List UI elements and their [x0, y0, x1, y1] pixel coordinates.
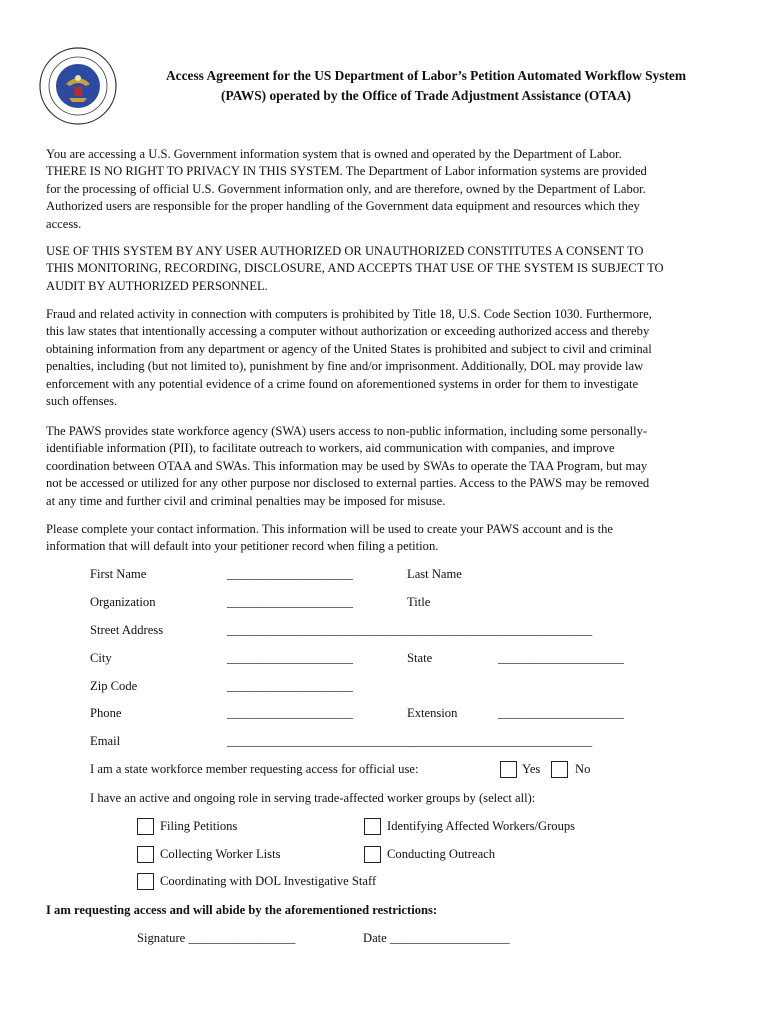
street-address-field[interactable]: __________________________________________________________ — [227, 623, 593, 637]
filing-petitions-checkbox[interactable] — [137, 818, 154, 835]
state-label: State — [407, 651, 433, 665]
state-field[interactable]: ____________________ — [498, 651, 624, 665]
text-line: The PAWS provides state workforce agency (SWA) users access to non-public information, including some personally- — [46, 424, 648, 438]
last-name-label: Last Name — [407, 567, 462, 581]
text-line: obtaining information from any department or agency of the United States is prohibited and subject to civil and criminal — [46, 341, 652, 356]
title-line-1: Access Agreement for the US Department of Labor’s Petition Automated Workflow System — [165, 68, 687, 83]
text-line: Authorized users are responsible for the proper handling of the Government data equipment and resources which they — [46, 199, 640, 214]
email-field[interactable]: __________________________________________________________ — [227, 734, 593, 748]
yes-checkbox[interactable] — [500, 761, 517, 778]
email-label: Email — [90, 734, 121, 748]
zip-code-field[interactable]: ____________________ — [227, 679, 353, 693]
yes-label: Yes — [522, 762, 541, 776]
conducting-outreach-label: Conducting Outreach — [387, 847, 496, 861]
first-name-field[interactable]: ____________________ — [227, 567, 353, 581]
paragraph-paws-access — [46, 423, 730, 510]
extension-field[interactable]: ____________________ — [498, 706, 624, 720]
role-question: I have an active and ongoing role in serving trade-affected worker groups by (select all): — [90, 791, 536, 805]
city-label: City — [90, 651, 112, 665]
text-line: at any time and further civil and criminal penalties may be imposed for misuse. — [46, 493, 446, 508]
text-line: THERE IS NO RIGHT TO PRIVACY IN THIS SYSTEM. The Department of Labor information systems are provided — [46, 164, 647, 179]
text-line: for the processing of official U.S. Government information only, and are therefore, owned by the Department of Labor. — [46, 181, 646, 196]
text-line: such offenses. — [46, 394, 118, 409]
text-line: identifiable information (PII), to facilitate outreach to workers, aid communication with companies, and improve — [46, 441, 615, 456]
zip-code-label: Zip Code — [90, 679, 138, 693]
signature-field[interactable]: Signature _________________ — [137, 931, 296, 945]
text-line: enforcement with any potential evidence of a crime found on aforementioned systems in order for them to investigate — [46, 376, 639, 391]
city-field[interactable]: ____________________ — [227, 651, 353, 665]
text-line: You are accessing a U.S. Government information system that is owned and operated by the Department of Labor. — [46, 147, 622, 161]
text-line: Fraud and related activity in connection with computers is prohibited by Title 18, U.S. Code Section 1030. Furthermore, — [46, 307, 652, 321]
document-title — [126, 66, 726, 106]
department-of-labor-seal — [38, 46, 118, 126]
coordinating-dol-checkbox[interactable] — [137, 873, 154, 890]
date-field[interactable]: Date ___________________ — [363, 931, 510, 945]
text-line: Please complete your contact information. This information will be used to create your PAWS account and is the — [46, 522, 613, 536]
conducting-outreach-checkbox[interactable] — [364, 846, 381, 863]
title-label: Title — [407, 595, 431, 609]
text-line: THIS MONITORING, RECORDING, DISCLOSURE, AND ACCEPTS THAT USE OF THE SYSTEM IS SUBJECT TO — [46, 261, 664, 276]
text-line: penalties, including (but not limited to), punishment by fine and/or imprisonment. Additionally, DOL may provide law — [46, 359, 644, 374]
text-line: information that will default into your petitioner record when filing a petition. — [46, 539, 439, 554]
organization-label: Organization — [90, 595, 156, 609]
filing-petitions-label: Filing Petitions — [160, 819, 238, 833]
text-line: coordination between OTAA and SWAs. This information may be used by SWAs to operate the TAA Program, but may — [46, 458, 648, 473]
official-use-question: I am a state workforce member requesting access for official use: — [90, 762, 419, 776]
paragraph-fraud-law — [46, 306, 730, 410]
no-checkbox[interactable] — [551, 761, 568, 778]
first-name-label: First Name — [90, 567, 147, 581]
title-line-2: (PAWS) operated by the Office of Trade Adjustment Assistance (OTAA) — [221, 88, 631, 103]
abide-statement: I am requesting access and will abide by the aforementioned restrictions: — [46, 903, 438, 917]
collecting-worker-lists-checkbox[interactable] — [137, 846, 154, 863]
identifying-workers-label: Identifying Affected Workers/Groups — [387, 819, 576, 833]
paragraph-privacy-notice — [46, 146, 730, 233]
paragraph-consent — [46, 243, 730, 295]
extension-label: Extension — [407, 706, 458, 720]
organization-field[interactable]: ____________________ — [227, 595, 353, 609]
phone-field[interactable]: ____________________ — [227, 706, 353, 720]
paragraph-contact-instructions — [46, 521, 730, 556]
text-line: not be accessed or utilized for any other purpose nor disclosed to external parties. Access to the PAWS may be removed — [46, 476, 650, 491]
phone-label: Phone — [90, 706, 122, 720]
text-line: AUDIT BY AUTHORIZED PERSONNEL. — [46, 278, 268, 293]
coordinating-dol-label: Coordinating with DOL Investigative Staff — [160, 874, 377, 888]
collecting-worker-lists-label: Collecting Worker Lists — [160, 847, 281, 861]
text-line: USE OF THIS SYSTEM BY ANY USER AUTHORIZED OR UNAUTHORIZED CONSTITUTES A CONSENT TO — [46, 244, 644, 258]
street-address-label: Street Address — [90, 623, 164, 637]
text-line: access. — [46, 216, 82, 231]
identifying-workers-checkbox[interactable] — [364, 818, 381, 835]
text-line: this law states that intentionally accessing a computer without authorization or exceeding authorized access and thereby — [46, 324, 650, 339]
no-label: No — [575, 762, 591, 776]
